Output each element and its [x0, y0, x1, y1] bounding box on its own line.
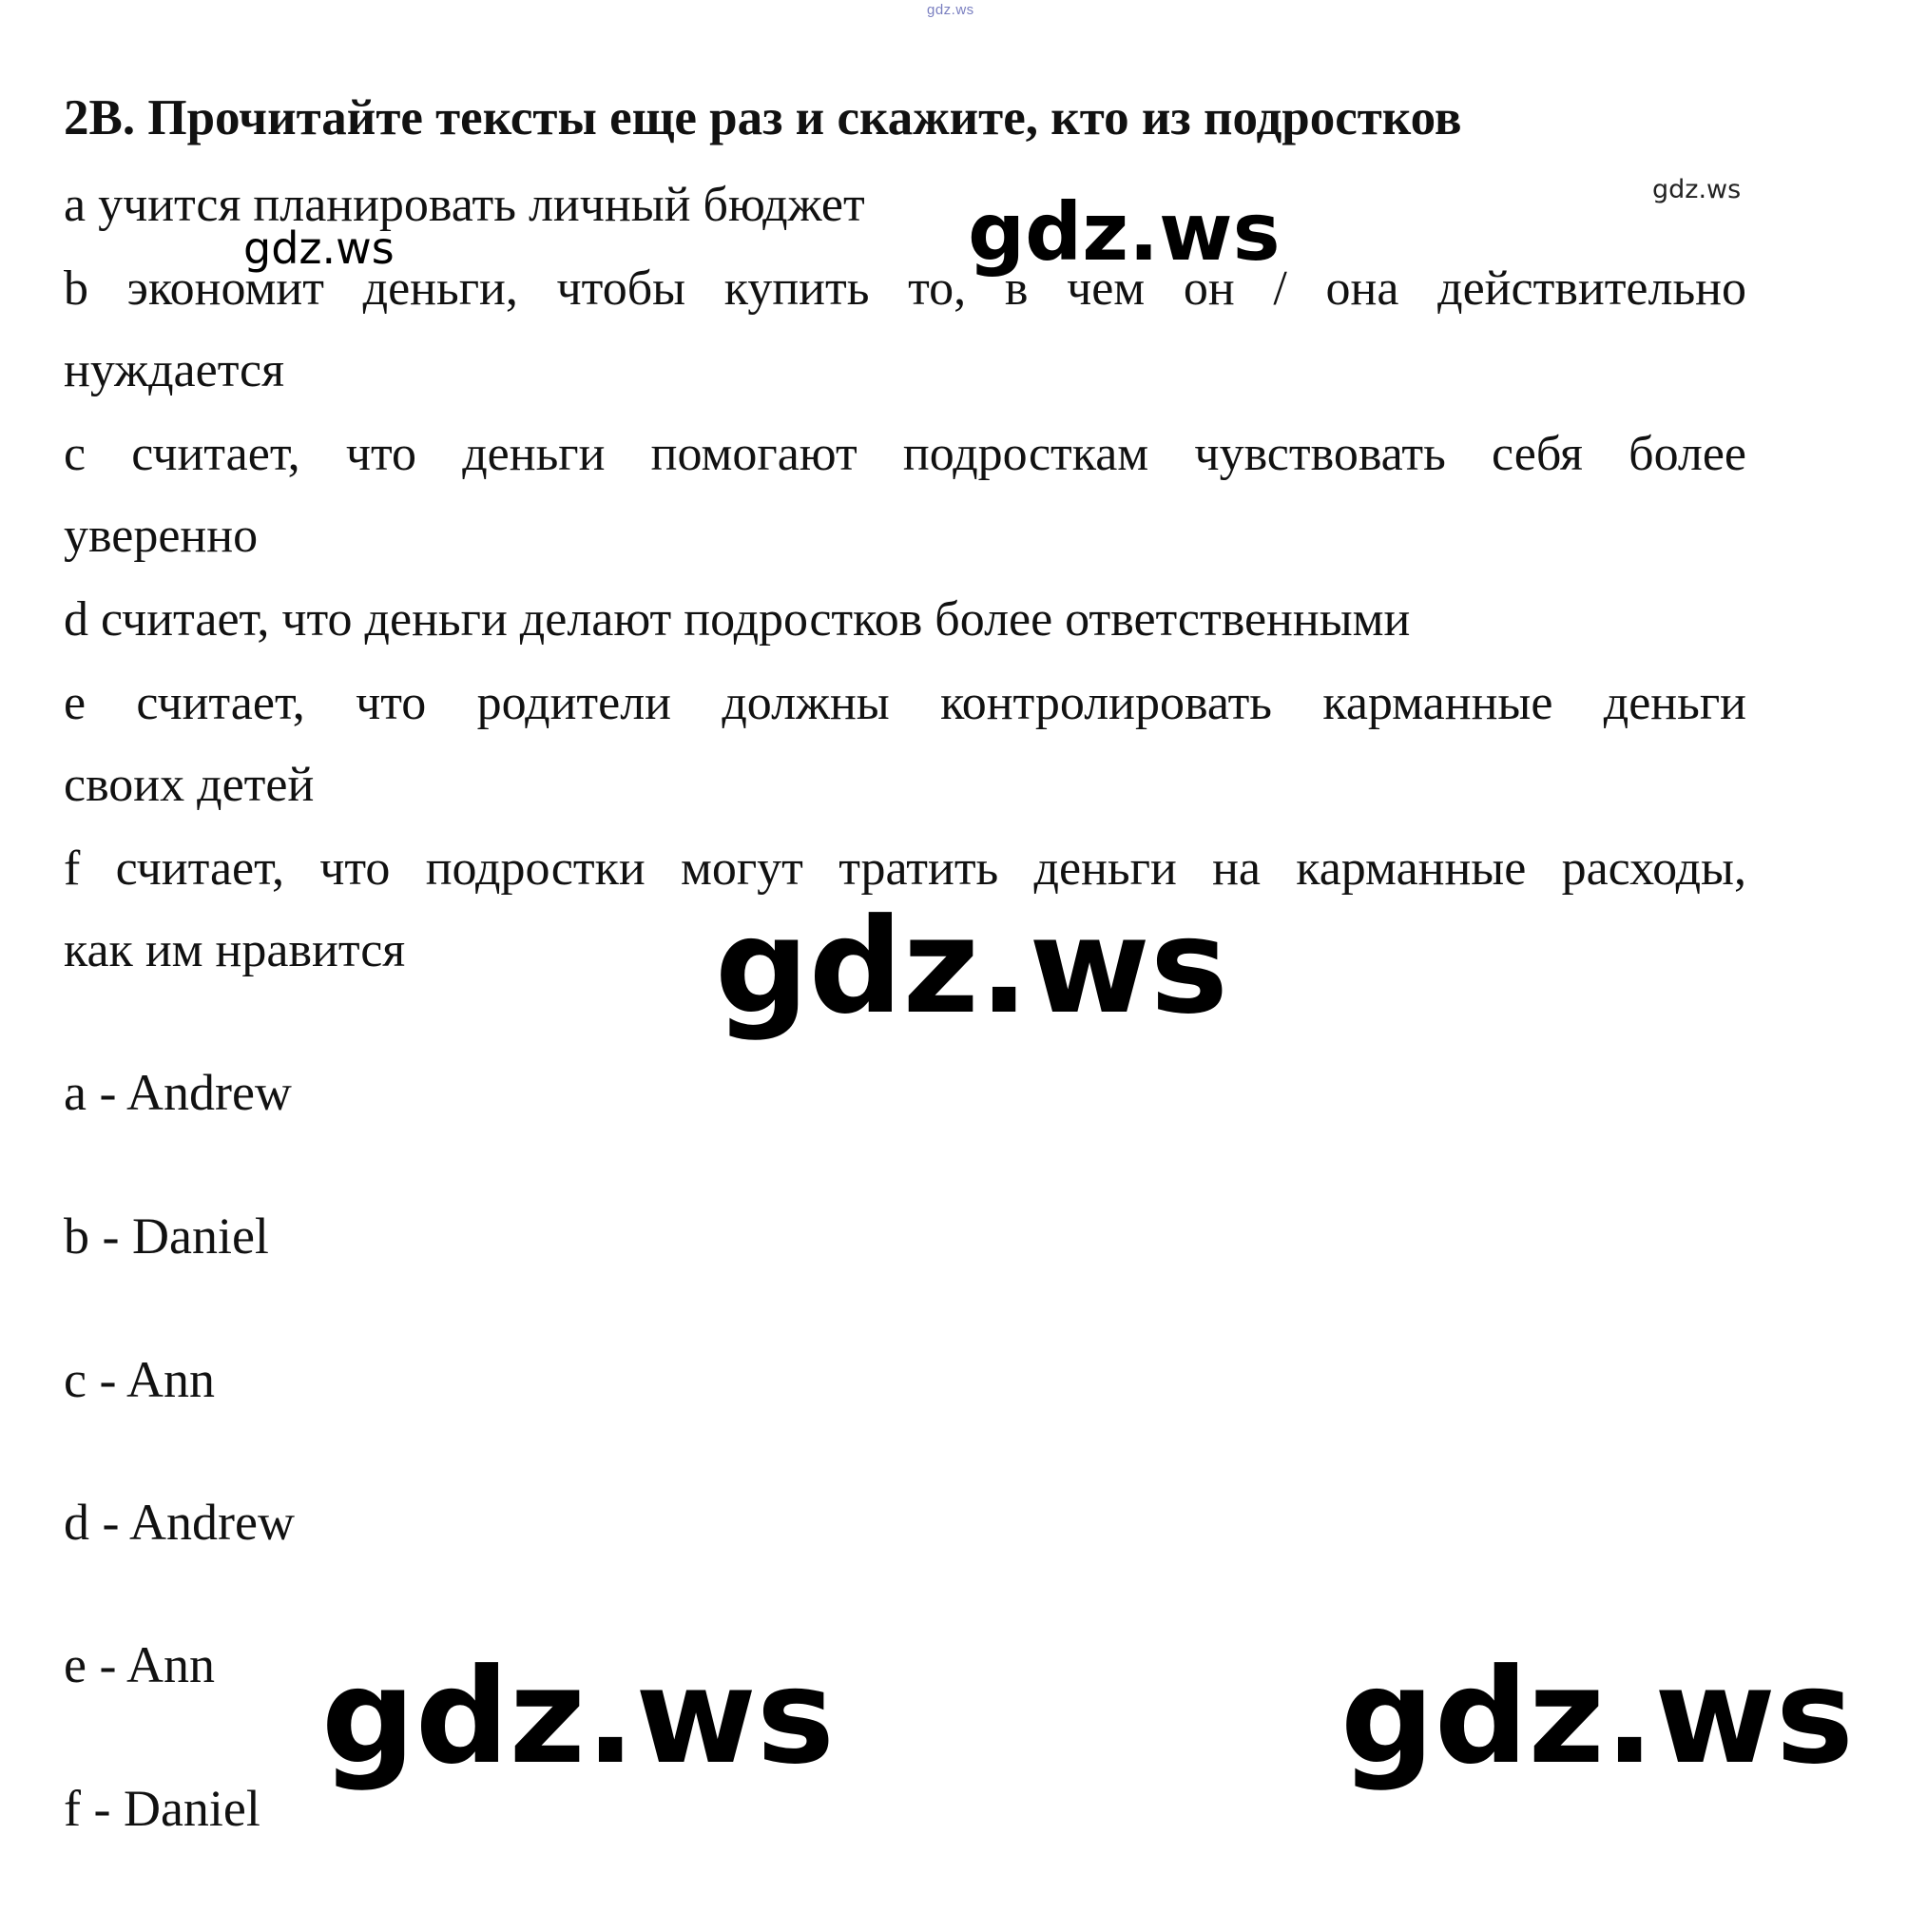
- watermark-mid-top: gdz.ws: [968, 185, 1281, 279]
- statement-b-line1: b экономит деньги, чтобы купить то, в чем он / она действительно: [64, 261, 1746, 316]
- statement-c-line1: c считает, что деньги помогают подросткам чувствовать себя более: [64, 427, 1746, 481]
- watermark-bottom-right: gdz.ws: [1340, 1640, 1854, 1793]
- watermark-left-small: gdz.ws: [243, 222, 395, 274]
- answer-c: c - Ann: [64, 1351, 215, 1408]
- answer-b: b - Daniel: [64, 1208, 269, 1265]
- answer-e: e - Ann: [64, 1636, 215, 1693]
- statement-e-line2: своих детей: [64, 758, 315, 812]
- statement-c-line2: уверенно: [64, 509, 259, 563]
- watermark-tiny-top: gdz.ws: [927, 2, 974, 18]
- statement-d: d считает, что деньги делают подростков более ответственными: [64, 592, 1411, 647]
- answer-a: a - Andrew: [64, 1064, 292, 1121]
- watermark-bottom-left: gdz.ws: [321, 1640, 835, 1793]
- statement-a: a учится планировать личный бюджет: [64, 178, 865, 232]
- answer-f: f - Daniel: [64, 1780, 260, 1837]
- answer-d: d - Andrew: [64, 1494, 295, 1551]
- statement-f-line1: f считает, что подростки могут тратить деньги на карманные расходы,: [64, 841, 1746, 896]
- task-heading: 2B. Прочитайте тексты еще раз и скажите, кто из подростков: [64, 90, 1462, 145]
- statement-b-line2: нуждается: [64, 343, 285, 397]
- statement-f-line2: как им нравится: [64, 923, 406, 977]
- watermark-small-right: gdz.ws: [1652, 175, 1742, 204]
- statement-e-line1: e считает, что родители должны контролировать карманные деньги: [64, 676, 1746, 730]
- watermark-center-big: gdz.ws: [715, 890, 1228, 1043]
